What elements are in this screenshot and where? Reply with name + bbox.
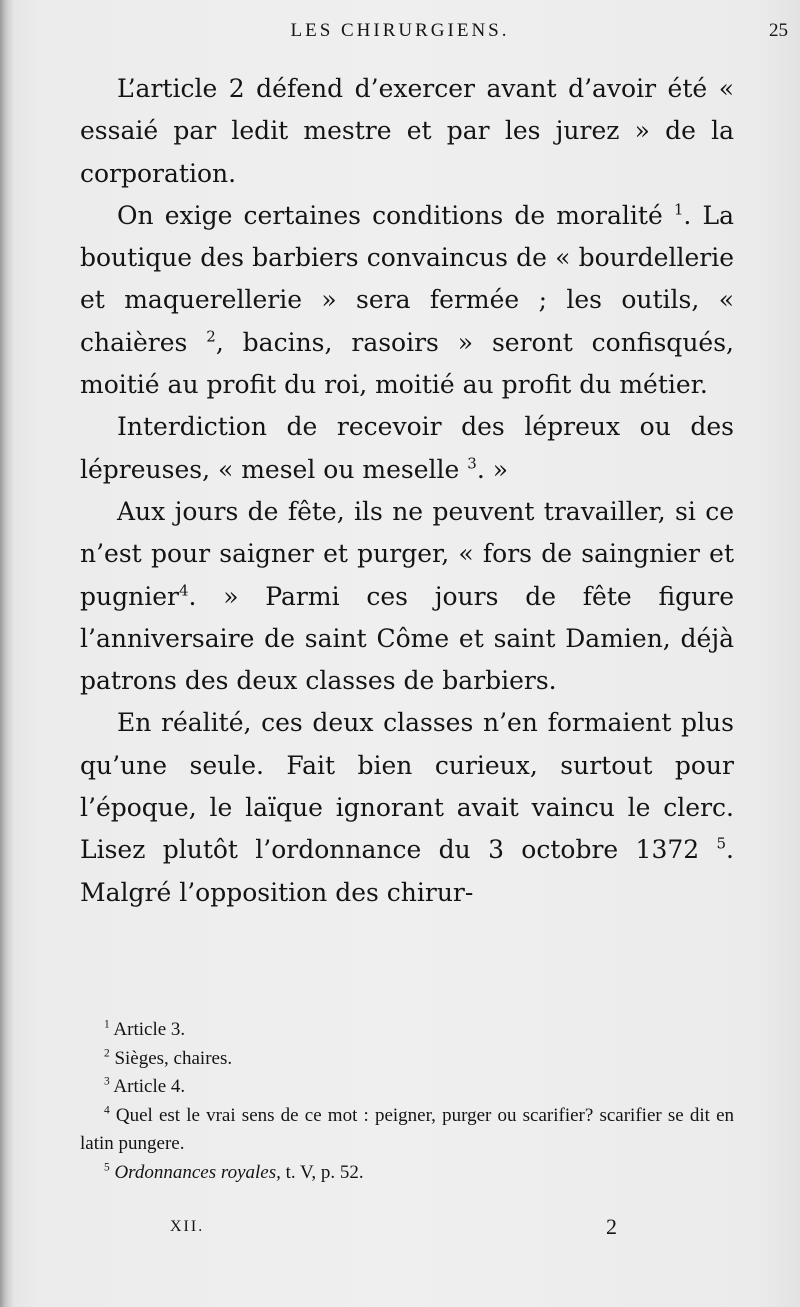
paragraph (80, 491, 734, 702)
footnote-ref: 1 (673, 200, 684, 219)
footnote (80, 1016, 734, 1045)
paragraph (80, 702, 734, 913)
sheet-signature: 2 (606, 1214, 617, 1239)
footnote (80, 1073, 734, 1102)
footnote-marker: 5 (104, 1161, 110, 1174)
paragraph-text: L’article 2 défend d’exercer avant d’avoir été « essaié par ledit mestre et par les jurez » de la corporation. (80, 74, 734, 188)
paragraph-text: Interdiction de recevoir des lépreux ou des lépreuses, « mesel ou meselle (80, 412, 734, 484)
footnote-ref: 4 (178, 581, 189, 600)
footnote (80, 1045, 734, 1074)
footnote-marker: 2 (104, 1047, 110, 1060)
paragraph-text: . La boutique des barbiers convaincus de « bourdellerie et maquerellerie » sera fermée ; les outils, « chaières (80, 200, 734, 357)
footnote (80, 1159, 734, 1188)
paragraph (80, 68, 734, 195)
footnotes (80, 1016, 734, 1187)
paragraph-text: On exige certaines conditions de moralité (117, 200, 674, 230)
volume-signature: XII. (170, 1218, 205, 1235)
footnote-ref: 2 (206, 327, 216, 346)
footnote-ref: 5 (716, 835, 727, 854)
footnote-ref: 3 (467, 454, 477, 473)
paragraph-text: . » Parmi ces jours de fête figure l’anniversaire de saint Côme et saint Damien, déjà patrons des deux classes de barbiers. (80, 581, 734, 696)
paragraph (80, 195, 734, 406)
paragraph-text: . Malgré l’opposition des chirur- (80, 835, 734, 907)
running-head (0, 14, 800, 50)
paragraph-text: , bacins, rasoirs » seront confisqués, moitié au profit du roi, moitié au profit du métier. (80, 327, 734, 400)
page-number: 25 (769, 20, 788, 41)
footnote-text: Article 3. (113, 1019, 186, 1040)
paragraph-text: Aux jours de fête, ils ne peuvent travailler, si ce n’est pour saigner et purger, « fors de saingnier et pugnier (80, 496, 734, 611)
footnote-italic-text: Ordonnances royales, (114, 1161, 281, 1183)
body-text (80, 68, 734, 914)
footnote (80, 1102, 734, 1159)
signature-line (0, 1214, 800, 1248)
footnote-text: Quel est le vrai sens de ce mot : peigner, purger ou scarifier? scarifier se dit en latin pungere. (80, 1104, 735, 1154)
paragraph-text: En réalité, ces deux classes n’en formaient plus qu’une seule. Fait bien curieux, surtout pour l’époque, le laïque ignorant avait vaincu le clerc. Lisez plutôt l’ordonnance du 3 octobre 1372 (80, 708, 734, 865)
footnote-marker: 1 (104, 1018, 110, 1031)
paragraph (80, 406, 734, 491)
footnote-text: Article 4. (113, 1076, 186, 1097)
running-title: LES CHIRURGIENS. (290, 20, 510, 41)
footnote-text: Sièges, chaires. (114, 1047, 233, 1069)
footnote-marker: 3 (104, 1075, 110, 1088)
footnote-text: t. V, p. 52. (280, 1161, 364, 1183)
paragraph-text: . » (476, 454, 509, 484)
footnote-marker: 4 (104, 1104, 110, 1117)
